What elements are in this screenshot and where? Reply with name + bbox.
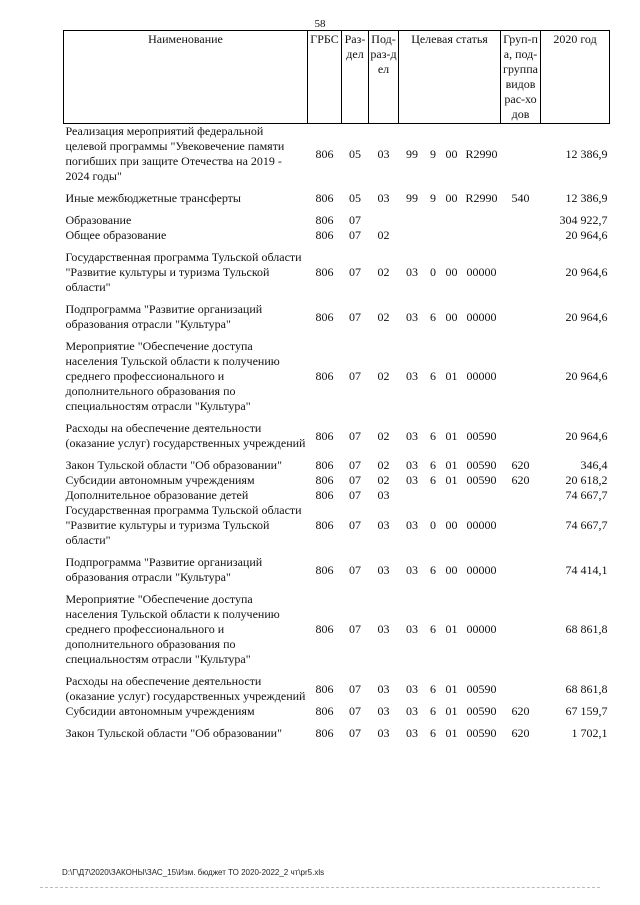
row-target-direction: 00590 — [466, 473, 497, 487]
row-sum: 1 702,1 — [571, 726, 608, 740]
row-spacer — [64, 332, 610, 339]
row-name: Государственная программа Тульской области "Развитие культуры и туризма Тульской области" — [65, 250, 302, 294]
spacer-cell — [64, 243, 610, 250]
row-target-event: 00 — [445, 146, 458, 161]
row-sum: 20 964,6 — [565, 428, 608, 443]
row-razdel: 07 — [349, 726, 361, 740]
header-grbs: ГРБС — [308, 31, 342, 124]
row-name: Общее образование — [65, 228, 167, 242]
row-target-direction: 00000 — [466, 562, 497, 577]
row-name: Расходы на обеспечение деятельности (оказание услуг) государственных учреждений — [65, 421, 306, 450]
row-razdel: 07 — [349, 228, 361, 242]
row-target-program: 03 — [406, 265, 418, 279]
row-target-subprogram: 6 — [430, 704, 436, 718]
row-razdel: 07 — [349, 704, 361, 718]
table-row — [64, 228, 610, 243]
header-name: Наименование — [64, 31, 308, 124]
row-target-program: 03 — [406, 428, 418, 443]
spacer-cell — [64, 585, 610, 592]
row-target-subprogram: 6 — [430, 726, 436, 740]
row-grbs: 806 — [315, 146, 334, 161]
table-row — [64, 488, 610, 503]
row-target-direction — [463, 228, 501, 243]
row-podrazdel: 03 — [377, 191, 390, 205]
budget-table — [63, 30, 610, 741]
row-target-program: 03 — [406, 562, 418, 577]
row-target-direction — [463, 213, 501, 228]
row-razdel: 07 — [349, 488, 361, 502]
row-name: Расходы на обеспечение деятельности (оказание услуг) государственных учреждений — [65, 674, 306, 703]
row-spacer — [64, 719, 610, 726]
row-expense-type: 620 — [511, 458, 530, 472]
row-sum: 67 159,7 — [565, 704, 608, 718]
row-expense-type: 540 — [511, 191, 530, 205]
table-row — [64, 124, 610, 185]
header-expense-type: Груп-па, под-группа видов рас-ходов — [501, 31, 541, 124]
row-name: Мероприятие "Обеспечение доступа населения Тульской области к получению среднего профессионального и дополнительного образования по специальностям отрасли "Культура" — [65, 592, 280, 666]
row-sum: 346,4 — [580, 458, 608, 472]
row-podrazdel: 02 — [377, 458, 390, 472]
row-target-subprogram: 0 — [430, 518, 436, 532]
row-sum: 68 861,8 — [565, 622, 608, 636]
row-sum: 304 922,7 — [559, 213, 608, 227]
row-target-direction: 00590 — [466, 704, 497, 718]
row-grbs: 806 — [315, 518, 334, 532]
table-row — [64, 473, 610, 488]
row-expense-type — [501, 302, 541, 332]
row-target-direction: R2990 — [465, 191, 498, 205]
row-expense-type: 620 — [511, 704, 530, 718]
row-grbs: 806 — [315, 562, 334, 577]
row-name: Подпрограмма "Развитие организаций образования отрасли "Культура" — [65, 555, 263, 584]
row-spacer — [64, 414, 610, 421]
header-target-article: Целевая статья — [399, 31, 501, 124]
row-podrazdel: 02 — [377, 265, 390, 279]
row-target-event: 01 — [445, 458, 458, 472]
row-name: Субсидии автономным учреждениям — [65, 704, 255, 718]
row-sum: 20 618,2 — [565, 473, 608, 487]
page-number: 58 — [314, 18, 326, 30]
row-name: Дополнительное образование детей — [65, 488, 249, 502]
row-target-program: 03 — [406, 681, 418, 696]
row-podrazdel: 02 — [377, 228, 390, 242]
row-razdel: 07 — [349, 518, 361, 532]
row-sum: 20 964,6 — [565, 369, 608, 383]
row-name: Образование — [65, 213, 132, 227]
row-expense-type — [501, 124, 541, 185]
row-podrazdel: 02 — [377, 428, 390, 443]
spacer-cell — [64, 451, 610, 458]
row-grbs: 806 — [315, 458, 334, 472]
row-target-subprogram — [426, 228, 441, 243]
header-podrazdel: Под-раз-дел — [369, 31, 399, 124]
row-target-subprogram: 6 — [430, 473, 436, 487]
table-body — [64, 124, 610, 742]
row-target-direction: 00590 — [466, 726, 497, 740]
row-target-event: 00 — [445, 265, 458, 279]
table-row — [64, 302, 610, 332]
row-target-event: 00 — [445, 562, 458, 577]
row-grbs: 806 — [315, 488, 334, 502]
row-grbs: 806 — [315, 369, 334, 383]
row-target-event: 00 — [445, 518, 458, 532]
row-target-subprogram: 6 — [430, 562, 436, 577]
row-grbs: 806 — [315, 191, 334, 205]
row-expense-type — [501, 674, 541, 704]
row-grbs: 806 — [315, 228, 334, 242]
row-expense-type — [501, 488, 541, 503]
row-expense-type: 620 — [511, 726, 530, 740]
row-target-subprogram — [426, 488, 441, 503]
row-target-program — [399, 213, 426, 228]
row-sum: 20 964,6 — [565, 265, 608, 279]
table-row — [64, 339, 610, 414]
row-target-event: 00 — [445, 309, 458, 324]
table-row — [64, 592, 610, 667]
row-grbs: 806 — [315, 681, 334, 696]
table-row — [64, 674, 610, 704]
row-target-event: 00 — [445, 191, 458, 205]
row-target-direction: 00000 — [466, 518, 497, 532]
row-grbs: 806 — [315, 213, 334, 227]
row-target-program: 99 — [406, 146, 418, 161]
row-name: Закон Тульской области "Об образовании" — [65, 726, 282, 740]
row-podrazdel — [369, 213, 399, 228]
row-razdel: 07 — [349, 369, 361, 383]
row-target-event — [441, 488, 463, 503]
row-target-direction: 00000 — [466, 265, 497, 279]
table-row — [64, 726, 610, 741]
table-row — [64, 421, 610, 451]
row-expense-type — [501, 213, 541, 228]
row-target-program: 99 — [406, 191, 418, 205]
row-name: Закон Тульской области "Об образовании" — [65, 458, 282, 472]
row-expense-type — [501, 592, 541, 667]
row-spacer — [64, 184, 610, 191]
row-target-direction: 00590 — [466, 681, 497, 696]
row-spacer — [64, 295, 610, 302]
row-sum: 74 414,1 — [565, 562, 608, 577]
row-target-program: 03 — [406, 458, 418, 472]
row-target-program — [399, 488, 426, 503]
row-podrazdel: 03 — [377, 518, 390, 532]
spacer-cell — [64, 184, 610, 191]
row-podrazdel: 03 — [377, 622, 390, 636]
table-row — [64, 704, 610, 719]
row-razdel: 07 — [349, 681, 361, 696]
row-grbs: 806 — [315, 726, 334, 740]
row-razdel: 07 — [349, 622, 361, 636]
row-spacer — [64, 451, 610, 458]
row-spacer — [64, 667, 610, 674]
footer-divider — [40, 887, 600, 888]
row-target-program: 03 — [406, 726, 418, 740]
row-podrazdel: 03 — [377, 681, 390, 696]
row-name: Подпрограмма "Развитие организаций образования отрасли "Культура" — [65, 302, 263, 331]
row-spacer — [64, 548, 610, 555]
row-target-subprogram — [426, 213, 441, 228]
row-grbs: 806 — [315, 309, 334, 324]
row-sum: 12 386,9 — [565, 191, 608, 205]
row-sum: 68 861,8 — [565, 681, 608, 696]
row-target-direction: 00590 — [466, 458, 497, 472]
row-target-event: 01 — [445, 622, 458, 636]
row-target-subprogram: 6 — [430, 309, 436, 324]
spacer-cell — [64, 295, 610, 302]
row-target-subprogram: 6 — [430, 622, 436, 636]
row-target-event: 01 — [445, 681, 458, 696]
row-target-direction — [463, 488, 501, 503]
row-target-direction: R2990 — [465, 146, 498, 161]
row-podrazdel: 02 — [377, 309, 390, 324]
row-target-direction: 00590 — [466, 428, 497, 443]
row-target-subprogram: 9 — [430, 191, 436, 205]
row-podrazdel: 03 — [377, 488, 390, 502]
row-spacer — [64, 243, 610, 250]
spacer-cell — [64, 414, 610, 421]
row-target-subprogram: 6 — [430, 428, 436, 443]
row-podrazdel: 03 — [377, 146, 390, 161]
row-target-event: 01 — [445, 369, 458, 383]
row-target-program — [399, 228, 426, 243]
row-sum: 74 667,7 — [565, 488, 608, 502]
spacer-cell — [64, 667, 610, 674]
row-target-event: 01 — [445, 428, 458, 443]
table-header-row — [64, 31, 610, 124]
row-expense-type — [501, 339, 541, 414]
table-row — [64, 555, 610, 585]
row-target-program: 03 — [406, 369, 418, 383]
row-spacer — [64, 206, 610, 213]
row-podrazdel: 03 — [377, 562, 390, 577]
table-row — [64, 503, 610, 548]
row-razdel: 07 — [349, 458, 361, 472]
row-expense-type — [501, 250, 541, 295]
row-razdel: 07 — [349, 473, 361, 487]
row-target-direction: 00000 — [466, 369, 497, 383]
row-expense-type: 620 — [511, 473, 530, 487]
table-row — [64, 250, 610, 295]
row-target-subprogram: 9 — [430, 146, 436, 161]
header-razdel: Раз-дел — [342, 31, 369, 124]
row-target-program: 03 — [406, 473, 418, 487]
row-grbs: 806 — [315, 704, 334, 718]
row-target-event: 01 — [445, 473, 458, 487]
row-podrazdel: 03 — [377, 726, 390, 740]
row-razdel: 07 — [349, 562, 361, 577]
row-expense-type — [501, 228, 541, 243]
row-podrazdel: 03 — [377, 704, 390, 718]
spacer-cell — [64, 332, 610, 339]
row-grbs: 806 — [315, 265, 334, 279]
row-razdel: 05 — [349, 191, 361, 205]
row-grbs: 806 — [315, 428, 334, 443]
table-row — [64, 191, 610, 206]
row-spacer — [64, 585, 610, 592]
row-target-program: 03 — [406, 518, 418, 532]
row-podrazdel: 02 — [377, 473, 390, 487]
row-target-event: 01 — [445, 704, 458, 718]
row-expense-type — [501, 555, 541, 585]
spacer-cell — [64, 719, 610, 726]
row-target-program: 03 — [406, 704, 418, 718]
row-target-subprogram: 0 — [430, 265, 436, 279]
row-target-program: 03 — [406, 622, 418, 636]
row-grbs: 806 — [315, 622, 334, 636]
row-target-event: 01 — [445, 726, 458, 740]
row-razdel: 07 — [349, 265, 361, 279]
row-sum: 12 386,9 — [565, 146, 608, 161]
row-expense-type — [501, 421, 541, 451]
footer-file-path: D:\Г\Д7\2020\ЗАКОНЫ\ЗАС_15\Изм. бюджет ТО 2020-2022_2 чт\pr5.xls — [62, 868, 325, 877]
row-name: Мероприятие "Обеспечение доступа населения Тульской области к получению среднего профессионального и дополнительного образования по специальностям отрасли "Культура" — [65, 339, 280, 413]
row-name: Государственная программа Тульской области "Развитие культуры и туризма Тульской области" — [65, 503, 302, 547]
row-name: Реализация мероприятий федеральной целевой программы "Увековечение памяти погибших при защите Отечества на 2019 - 2024 годы" — [65, 124, 285, 183]
row-target-subprogram: 6 — [430, 681, 436, 696]
row-target-direction: 00000 — [466, 309, 497, 324]
spacer-cell — [64, 206, 610, 213]
row-target-event — [441, 213, 463, 228]
header-year: 2020 год — [541, 31, 610, 124]
row-target-program: 03 — [406, 309, 418, 324]
row-sum: 20 964,6 — [565, 309, 608, 324]
row-razdel: 07 — [349, 213, 361, 227]
row-name: Иные межбюджетные трансферты — [65, 191, 241, 205]
table-row — [64, 458, 610, 473]
row-razdel: 07 — [349, 309, 361, 324]
row-razdel: 05 — [349, 146, 361, 161]
row-target-event — [441, 228, 463, 243]
spacer-cell — [64, 548, 610, 555]
row-target-subprogram: 6 — [430, 458, 436, 472]
table-row — [64, 213, 610, 228]
row-expense-type — [501, 503, 541, 548]
row-name: Субсидии автономным учреждениям — [65, 473, 255, 487]
row-razdel: 07 — [349, 428, 361, 443]
row-sum: 74 667,7 — [565, 518, 608, 532]
row-podrazdel: 02 — [377, 369, 390, 383]
row-target-subprogram: 6 — [430, 369, 436, 383]
row-target-direction: 00000 — [466, 622, 497, 636]
row-grbs: 806 — [315, 473, 334, 487]
row-sum: 20 964,6 — [565, 228, 608, 242]
